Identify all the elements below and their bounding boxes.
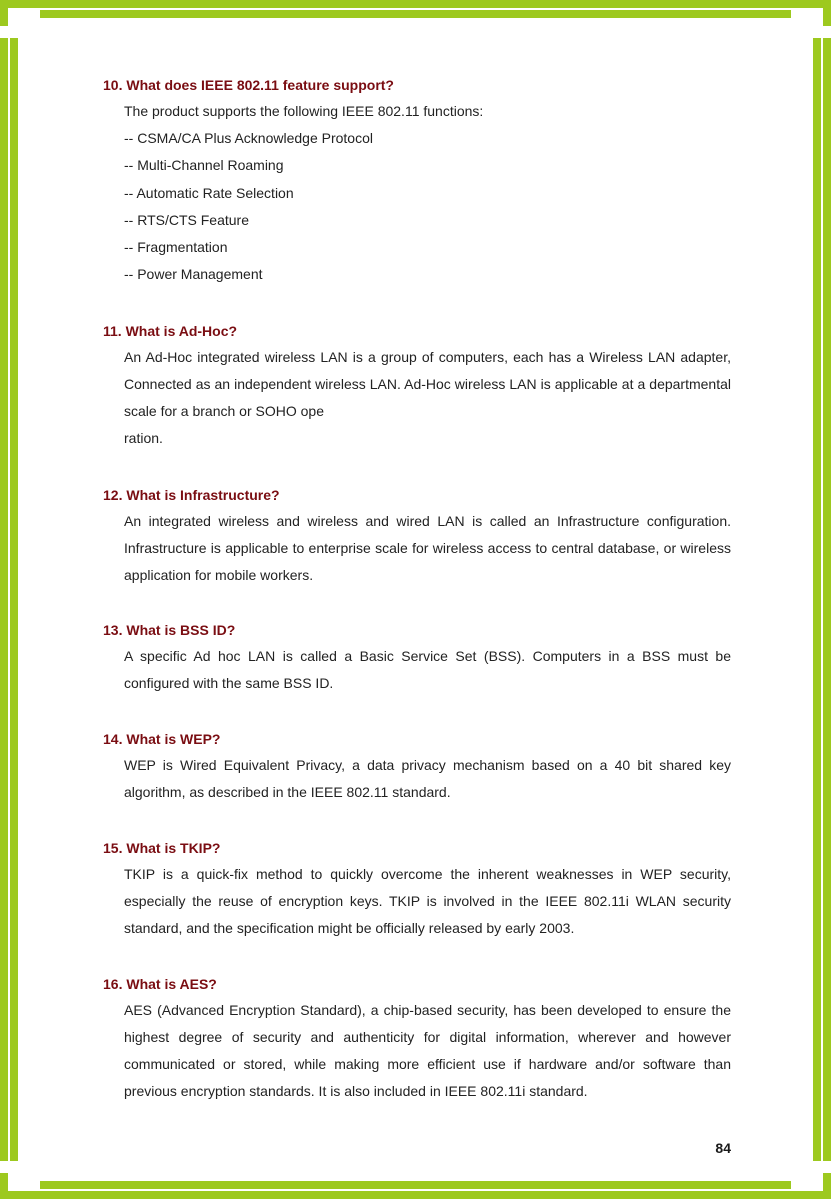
list-item: -- Automatic Rate Selection	[124, 184, 294, 201]
faq-answer: An Ad-Hoc integrated wireless LAN is a group of computers, each has a Wireless LAN adapter, Connected as an independent wireless LAN. Ad-Hoc wireless LAN is applicable at a departmental scale for a branch or SOHO ope	[124, 349, 731, 419]
faq-item-ad-hoc	[103, 318, 731, 452]
faq-answer: WEP is Wired Equivalent Privacy, a data privacy mechanism based on a 40 bit shared key algorithm, as described in the IEEE 802.11 standard.	[124, 757, 731, 800]
frame-right-outer	[823, 38, 831, 1161]
faq-item-tkip	[103, 835, 731, 942]
list-item: -- Multi-Channel Roaming	[124, 157, 284, 174]
page-number: 84	[715, 1140, 731, 1156]
faq-question: 12. What is Infrastructure?	[103, 487, 280, 503]
list-item: -- Fragmentation	[124, 239, 228, 256]
faq-item-infrastructure	[103, 482, 731, 589]
faq-item-ieee-features	[103, 72, 731, 289]
faq-intro: The product supports the following IEEE 802.11 functions:	[124, 103, 484, 119]
faq-question: 14. What is WEP?	[103, 731, 221, 747]
frame-corner-bottom-left	[0, 1173, 26, 1199]
frame-corner-bottom-right	[805, 1173, 831, 1199]
list-item: -- CSMA/CA Plus Acknowledge Protocol	[124, 130, 373, 146]
list-item: -- RTS/CTS Feature	[124, 211, 249, 228]
faq-question: 15. What is TKIP?	[103, 840, 221, 856]
faq-answer: A specific Ad hoc LAN is called a Basic Service Set (BSS). Computers in a BSS must be configured with the same BSS ID.	[124, 648, 731, 691]
list-item: -- Power Management	[124, 266, 263, 283]
frame-right-inner	[813, 38, 821, 1161]
frame-top-inner	[40, 10, 791, 18]
frame-top-outer	[0, 0, 831, 8]
faq-item-wep	[103, 726, 731, 806]
frame-bottom-outer	[0, 1191, 831, 1199]
frame-left-outer	[0, 38, 8, 1161]
frame-corner-top-left	[0, 0, 26, 26]
faq-answer: An integrated wireless and wireless and wired LAN is called an Infrastructure configuration. Infrastructure is applicable to enterprise scale for wireless access to central database, or wireless application for mobile workers.	[124, 513, 731, 583]
feature-list	[124, 125, 731, 289]
frame-corner-top-right	[805, 0, 831, 26]
faq-question: 11. What is Ad-Hoc?	[103, 323, 238, 339]
frame-left-inner	[10, 38, 18, 1161]
faq-item-aes	[103, 971, 731, 1105]
faq-question: 10. What does IEEE 802.11 feature support?	[103, 77, 394, 93]
faq-question: 16. What is AES?	[103, 976, 217, 992]
faq-question: 13. What is BSS ID?	[103, 622, 236, 638]
frame-bottom-inner	[40, 1181, 791, 1189]
faq-answer-tail: ration.	[124, 430, 163, 446]
faq-answer: AES (Advanced Encryption Standard), a chip-based security, has been developed to ensure the highest degree of security and authenticity for digital information, wherever and however communicated or stored, while making more efficient use if hardware and/or software than previous encryption standards. It is also included in IEEE 802.11i standard.	[124, 1002, 731, 1099]
faq-answer: TKIP is a quick-fix method to quickly overcome the inherent weaknesses in WEP security, especially the reuse of encryption keys. TKIP is involved in the IEEE 802.11i WLAN security standard, and the specification might be officially released by early 2003.	[124, 866, 731, 936]
faq-item-bss-id	[103, 617, 731, 697]
